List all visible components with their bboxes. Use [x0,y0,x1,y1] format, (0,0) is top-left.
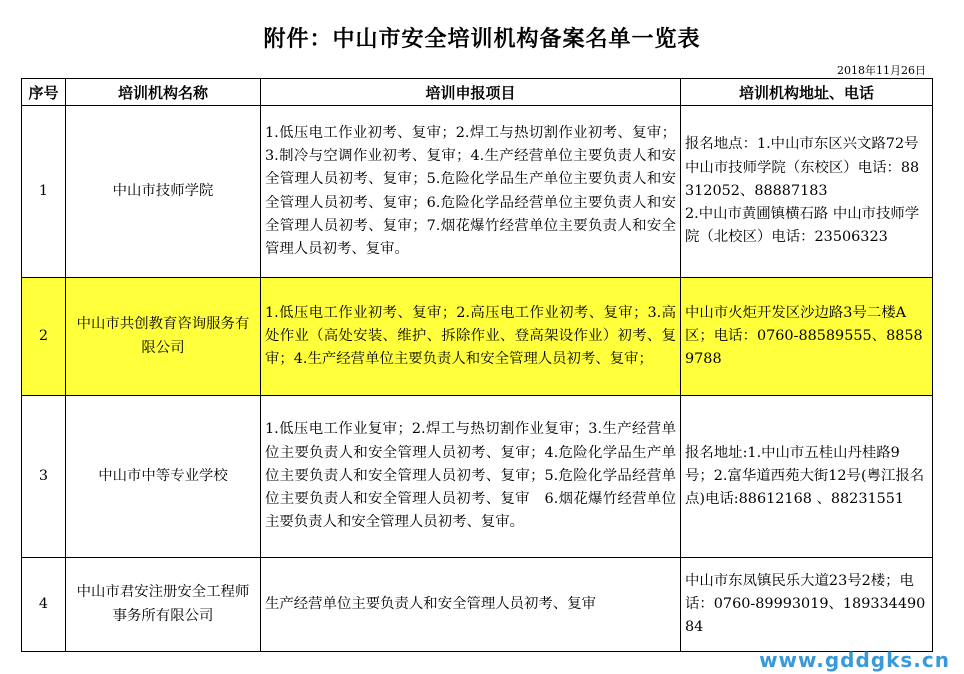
site-watermark: www.gddgks.cn [759,648,950,672]
row-institution-name: 中山市君安注册安全工程师事务所有限公司 [66,558,261,652]
row-serial: 2 [22,278,66,396]
table-row [22,396,933,558]
table-header-row [22,79,933,106]
row-serial: 3 [22,396,66,558]
row-address: 报名地址:1.中山市五桂山丹桂路9号；2.富华道西苑大街12号(粤江报名点)电话:88612168 、88231551 [681,396,933,558]
document-date: 2018年11月26日 [837,64,926,77]
row-training-items: 1.低压电工作业复审；2.焊工与热切割作业复审；3.生产经营单位主要负责人和安全管理人员初考、复审；4.危险化学品生产单位主要负责人和安全管理人员初考、复审；5.危险化学品经营单位主要负责人和安全管理人员初考、复审 6.烟花爆竹经营单位主要负责人和安全管理人员初考、复审。 [261,396,681,558]
table-row-highlighted [22,278,933,396]
row-address: 中山市东凤镇民乐大道23号2楼；电话：0760-89993019、18933449084 [681,558,933,652]
row-training-items: 1.低压电工作业初考、复审；2.高压电工作业初考、复审；3.高处作业（高处安装、维护、拆除作业、登高架设作业）初考、复审；4.生产经营单位主要负责人和安全管理人员初考、复审； [261,278,681,396]
header-address: 培训机构地址、电话 [681,79,933,106]
row-address: 中山市火炬开发区沙边路3号二楼A区；电话：0760-88589555、88589788 [681,278,933,396]
row-training-items: 生产经营单位主要负责人和安全管理人员初考、复审 [261,558,681,652]
row-serial: 1 [22,106,66,278]
row-address: 报名地点：1.中山市东区兴文路72号 中山市技师学院（东校区）电话：88312052、88887183 2.中山市黄圃镇横石路 中山市技师学院（北校区）电话：23506323 [681,106,933,278]
institution-table [21,78,933,652]
row-institution-name: 中山市中等专业学校 [66,396,261,558]
row-serial: 4 [22,558,66,652]
table-row [22,106,933,278]
header-name: 培训机构名称 [66,79,261,106]
table-row [22,558,933,652]
row-training-items: 1.低压电工作业初考、复审；2.焊工与热切割作业初考、复审；3.制冷与空调作业初考、复审；4.生产经营单位主要负责人和安全管理人员初考、复审；5.危险化学品生产单位主要负责人和安全管理人员初考、复审；6.危险化学品经营单位主要负责人和安全管理人员初考、复审；7.烟花爆竹经营单位主要负责人和安全管理人员初考、复审。 [261,106,681,278]
header-serial: 序号 [22,79,66,106]
row-institution-name: 中山市共创教育咨询服务有限公司 [66,278,261,396]
header-items: 培训申报项目 [261,79,681,106]
row-institution-name: 中山市技师学院 [66,106,261,278]
document-title: 附件：中山市安全培训机构备案名单一览表 [263,27,701,52]
